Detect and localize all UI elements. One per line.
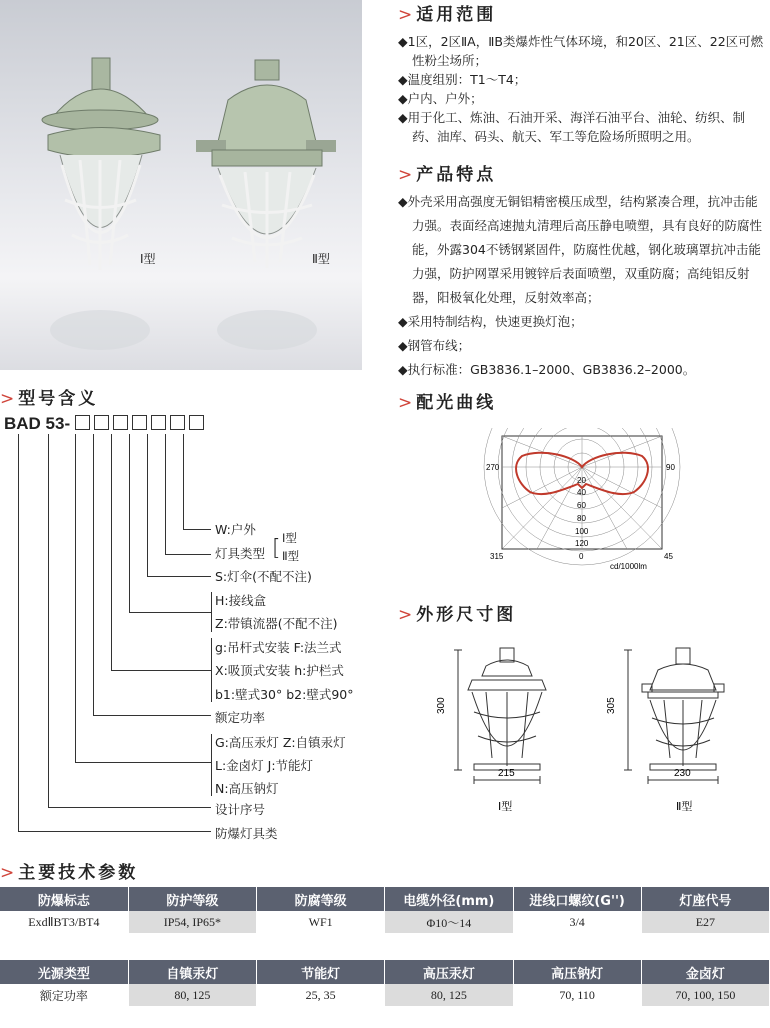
model-heading: > 型号含义 [0, 389, 99, 409]
table-header: 光源类型 [0, 960, 128, 984]
model-label-cat: 防爆灯具类 [215, 826, 278, 841]
params-heading: > 主要技术参数 [0, 863, 139, 883]
table-cell: 70, 110 [513, 984, 641, 1006]
angle-label-right: 90 [666, 463, 675, 472]
features-list [398, 190, 768, 382]
feature-item: ◆采用特制结构，快速更换灯泡； [398, 314, 583, 329]
dim-type2-height: 305 [606, 697, 617, 714]
table-row [0, 911, 770, 933]
model-box [151, 415, 166, 430]
model-label-h: H:接线盒 [215, 593, 267, 608]
model-box [189, 415, 204, 430]
features-heading: > 产品特点 [398, 165, 497, 185]
table-cell: E27 [641, 911, 769, 933]
table-header: 进线口螺纹(G'') [513, 887, 641, 911]
params-table-1 [0, 887, 770, 933]
model-box [75, 415, 90, 430]
table-header: 灯座代号 [641, 887, 769, 911]
radial-label: 40 [577, 488, 586, 497]
dim-type1-height: 300 [436, 697, 447, 714]
table-cell: 25, 35 [257, 984, 385, 1006]
table-header: 节能灯 [257, 960, 385, 984]
lamp-photo-illustration [0, 0, 362, 370]
table-header: 防爆标志 [0, 887, 128, 911]
angle-label-left: 270 [486, 463, 500, 472]
light-distribution-chart [482, 428, 682, 578]
table-row [0, 984, 770, 1006]
feature-item: ◆执行标准：GB3836.1–2000、GB3836.2–2000。 [398, 362, 696, 377]
dimension-drawing [436, 640, 766, 820]
model-label-w: W:户外 [215, 522, 256, 537]
radial-label: 100 [575, 527, 589, 536]
dim-type1-width: 215 [498, 768, 515, 779]
heading-arrow-icon: > [0, 389, 15, 409]
radial-label: 60 [577, 501, 586, 510]
heading-arrow-icon: > [398, 605, 413, 625]
radial-label: 80 [577, 514, 586, 523]
angle-label-br: 45 [664, 552, 673, 561]
model-label-s: S:灯伞(不配不注) [215, 569, 312, 584]
table-header: 电缆外径(mm) [385, 887, 513, 911]
heading-arrow-icon: > [398, 393, 413, 413]
table-header-row [0, 887, 770, 911]
model-label-type1: Ⅰ型 [282, 531, 297, 545]
radial-label: 20 [577, 476, 586, 485]
scope-heading: > 适用范围 [398, 5, 497, 25]
model-label-b: b1:壁式30° b2:壁式90° [215, 687, 354, 702]
model-label-x: X:吸顶式安装 h:护栏式 [215, 663, 344, 678]
scope-item: ◆用于化工、炼油、石油开采、海洋石油平台、油轮、纺织、制药、油库、码头、航天、军工等危险场所照明之用。 [398, 110, 746, 144]
model-box [170, 415, 185, 430]
model-label-type2: Ⅱ型 [282, 549, 300, 563]
table-header: 高压钠灯 [513, 960, 641, 984]
feature-item: ◆钢管布线； [398, 338, 471, 353]
model-label-type: 灯具类型 [215, 546, 266, 561]
dims-heading: > 外形尺寸图 [398, 605, 517, 625]
radial-label: 120 [575, 539, 589, 548]
table-cell: IP54, IP65* [128, 911, 256, 933]
table-cell: 80, 125 [385, 984, 513, 1006]
model-label-nl: N:高压钠灯 [215, 781, 279, 796]
table-cell: WF1 [257, 911, 385, 933]
curve-unit: cd/1000lm [610, 562, 647, 571]
curve-heading: > 配光曲线 [398, 393, 497, 413]
table-cell: 额定功率 [0, 984, 128, 1006]
dim-type1-label: Ⅰ型 [498, 800, 513, 813]
heading-arrow-icon: > [398, 165, 413, 185]
photo-label-type2: Ⅱ型 [312, 252, 330, 266]
model-label-gl: G:高压汞灯 Z:自镇汞灯 [215, 735, 346, 750]
model-label-power: 额定功率 [215, 710, 266, 725]
model-label-seq: 设计序号 [215, 802, 266, 817]
model-label-g: g:吊杆式安装 F:法兰式 [215, 640, 342, 655]
table-cell: Φ10～14 [385, 911, 513, 933]
dim-type2-label: Ⅱ型 [676, 800, 693, 813]
model-box [94, 415, 109, 430]
model-box [113, 415, 128, 430]
table-header-row [0, 960, 770, 984]
model-label-z: Z:带镇流器(不配不注) [215, 616, 338, 631]
table-cell: 80, 125 [128, 984, 256, 1006]
heading-arrow-icon: > [0, 863, 15, 883]
scope-item: ◆1区，2区ⅡA，ⅡB类爆炸性气体环境，和20区、21区、22区可燃性粉尘场所； [398, 34, 764, 68]
table-header: 自镇汞灯 [128, 960, 256, 984]
table-cell: 70, 100, 150 [641, 984, 769, 1006]
scope-list [398, 32, 768, 146]
table-header: 金卤灯 [641, 960, 769, 984]
table-header: 高压汞灯 [385, 960, 513, 984]
photo-label-type1: Ⅰ型 [140, 252, 156, 266]
dim-type2-width: 230 [674, 768, 691, 779]
bracket-icon: [ [272, 536, 281, 561]
table-header: 防腐等级 [257, 887, 385, 911]
model-code: BAD 53- [4, 414, 208, 434]
table-header: 防护等级 [128, 887, 256, 911]
params-table-2 [0, 960, 770, 1006]
angle-label-bl: 315 [490, 552, 504, 561]
scope-item: ◆户内、户外； [398, 91, 483, 106]
heading-arrow-icon: > [398, 5, 413, 25]
table-cell: 3/4 [513, 911, 641, 933]
model-label-ll: L:金卤灯 J:节能灯 [215, 758, 314, 773]
feature-item: ◆外壳采用高强度无铜铝精密模压成型，结构紧凑合理，抗冲击能力强。表面经高速抛丸清理后高压静电喷塑，具有良好的防腐性能，外露304不锈钢紧固件，防腐性优越，钢化玻璃罩抗冲击能力强，防护网罩采用镀锌后表面喷塑，双重防腐；高纯铝反射器，阳极氧化处理，反射效率高； [398, 194, 763, 305]
product-photo [0, 0, 362, 370]
scope-item: ◆温度组别：T1～T4； [398, 72, 527, 87]
angle-label-bc: 0 [579, 552, 584, 561]
table-cell: ExdⅡBT3/BT4 [0, 911, 128, 933]
model-box [132, 415, 147, 430]
